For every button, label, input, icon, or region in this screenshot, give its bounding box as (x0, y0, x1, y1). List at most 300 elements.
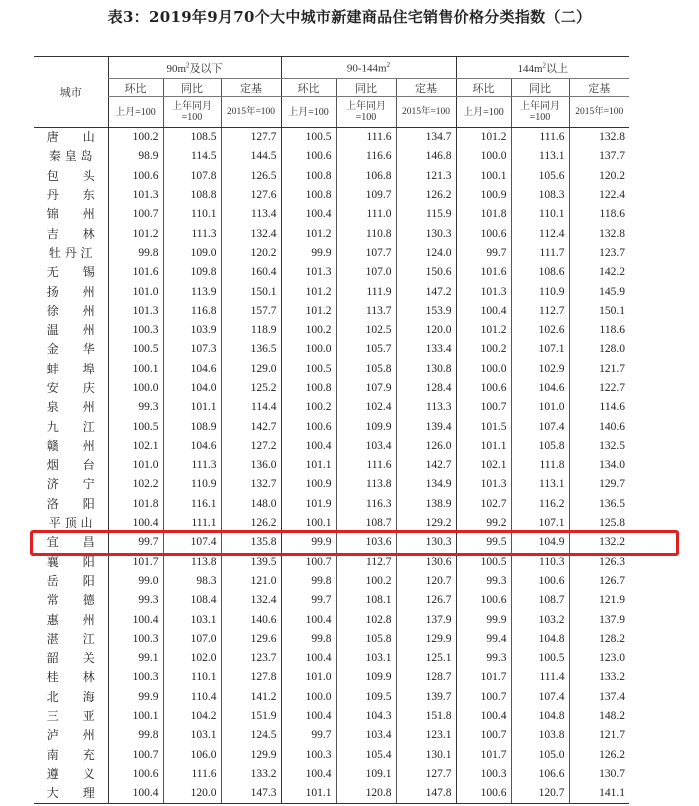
city-name: 扬 州 (46, 284, 95, 299)
index-value: 100.4 (108, 610, 163, 629)
index-value: 101.0 (281, 668, 336, 687)
index-value: 132.5 (569, 437, 629, 456)
index-value: 124.5 (221, 726, 281, 745)
index-value: 101.8 (108, 495, 163, 514)
index-value: 100.7 (456, 398, 511, 417)
index-value: 109.9 (336, 668, 396, 687)
city-name: 包 头 (46, 168, 95, 183)
table-body (34, 128, 629, 804)
index-value: 100.6 (281, 147, 336, 166)
index-value: 110.1 (163, 668, 221, 687)
index-value: 160.4 (221, 263, 281, 282)
table-row (34, 128, 629, 148)
city-name: 惠 州 (46, 612, 95, 627)
index-value: 100.6 (456, 224, 511, 243)
index-value: 142.2 (569, 263, 629, 282)
index-value: 132.4 (221, 224, 281, 243)
table-row (34, 765, 629, 784)
index-value: 104.0 (163, 379, 221, 398)
city-name: 泉 州 (46, 400, 95, 415)
index-value: 108.9 (163, 417, 221, 436)
index-value: 99.9 (456, 610, 511, 629)
index-value: 100.9 (281, 475, 336, 494)
index-value: 99.3 (456, 649, 511, 668)
index-value: 150.1 (221, 282, 281, 301)
index-value: 109.9 (336, 417, 396, 436)
index-value: 101.8 (456, 205, 511, 224)
sub-header-cell: 同比 (163, 79, 221, 97)
index-value: 109.8 (163, 263, 221, 282)
base-header-cell: 上年同月 =100 (163, 97, 221, 128)
index-value: 103.1 (163, 726, 221, 745)
index-value: 101.3 (108, 186, 163, 205)
index-value: 123.1 (396, 726, 456, 745)
table-row (34, 244, 629, 263)
index-value: 101.2 (108, 224, 163, 243)
index-value: 98.9 (108, 147, 163, 166)
index-value: 108.4 (163, 591, 221, 610)
table-row (34, 572, 629, 591)
table-row (34, 205, 629, 224)
index-value: 147.8 (396, 784, 456, 804)
base-header-cell: 上年同月 =100 (336, 97, 396, 128)
index-value: 99.4 (456, 630, 511, 649)
base-header-cell: 上年同月 =100 (511, 97, 569, 128)
index-value: 132.8 (569, 224, 629, 243)
index-value: 100.0 (281, 688, 336, 707)
index-value: 104.9 (511, 533, 569, 552)
index-value: 126.7 (569, 572, 629, 591)
index-value: 129.6 (221, 630, 281, 649)
index-value: 127.8 (221, 668, 281, 687)
index-value: 115.9 (396, 205, 456, 224)
index-value: 111.6 (511, 128, 569, 148)
index-value: 118.9 (221, 321, 281, 340)
index-value: 109.0 (163, 244, 221, 263)
index-value: 111.7 (511, 244, 569, 263)
index-value: 132.4 (221, 591, 281, 610)
city-name: 赣 州 (46, 438, 95, 453)
city-name: 北 海 (46, 689, 95, 704)
index-value: 110.9 (163, 475, 221, 494)
index-value: 100.6 (108, 765, 163, 784)
index-value: 113.8 (336, 475, 396, 494)
index-value: 101.2 (281, 224, 336, 243)
index-value: 116.6 (336, 147, 396, 166)
index-value: 112.4 (511, 224, 569, 243)
base-header-cell: 2015年=100 (221, 97, 281, 128)
index-value: 116.8 (163, 302, 221, 321)
index-value: 132.7 (221, 475, 281, 494)
table-row (34, 668, 629, 687)
index-value: 99.9 (281, 533, 336, 552)
index-value: 110.1 (163, 205, 221, 224)
city-name: 九 江 (46, 419, 95, 434)
table-row (34, 379, 629, 398)
index-value: 111.8 (511, 456, 569, 475)
index-value: 102.7 (456, 495, 511, 514)
index-value: 99.8 (281, 572, 336, 591)
index-value: 120.0 (163, 784, 221, 804)
index-value: 121.7 (569, 726, 629, 745)
table-row (34, 417, 629, 436)
table-row (34, 437, 629, 456)
index-value: 100.9 (456, 186, 511, 205)
table-title: 表3：2019年9月70个大中城市新建商品住宅销售价格分类指数（二） (107, 8, 592, 26)
index-value: 114.4 (221, 398, 281, 417)
index-value: 125.1 (396, 649, 456, 668)
index-value: 100.0 (456, 360, 511, 379)
table-row (34, 456, 629, 475)
index-value: 111.3 (163, 456, 221, 475)
base-header-cell: 上月=100 (281, 97, 336, 128)
index-value: 122.4 (569, 186, 629, 205)
city-name: 韶 关 (46, 651, 95, 666)
city-name: 襄 阳 (46, 554, 95, 569)
city-name: 徐 州 (46, 303, 95, 318)
city-name: 吉 林 (46, 226, 95, 241)
index-value: 129.2 (396, 514, 456, 533)
index-value: 105.8 (336, 360, 396, 379)
sub-header-cell: 环比 (108, 79, 163, 97)
index-value: 105.6 (511, 167, 569, 186)
index-value: 101.3 (456, 475, 511, 494)
index-value: 101.1 (163, 398, 221, 417)
index-value: 102.8 (336, 610, 396, 629)
index-value: 104.6 (163, 360, 221, 379)
index-value: 100.0 (108, 379, 163, 398)
index-value: 101.3 (281, 263, 336, 282)
index-value: 100.6 (456, 784, 511, 804)
index-value: 102.6 (511, 321, 569, 340)
index-value: 127.2 (221, 437, 281, 456)
index-value: 107.0 (163, 630, 221, 649)
index-value: 100.3 (456, 765, 511, 784)
index-value: 101.0 (108, 456, 163, 475)
index-value: 100.7 (456, 688, 511, 707)
index-value: 102.4 (336, 398, 396, 417)
city-name: 唐 山 (46, 130, 95, 145)
index-value: 108.7 (336, 514, 396, 533)
index-value: 103.4 (336, 437, 396, 456)
index-value: 108.5 (163, 128, 221, 148)
index-value: 100.0 (281, 340, 336, 359)
index-value: 100.2 (281, 398, 336, 417)
index-value: 102.5 (336, 321, 396, 340)
index-value: 101.6 (108, 263, 163, 282)
index-value: 127.6 (221, 186, 281, 205)
index-value: 111.6 (336, 456, 396, 475)
index-value: 105.8 (336, 630, 396, 649)
index-value: 102.1 (456, 456, 511, 475)
index-value: 120.7 (511, 784, 569, 804)
index-value: 128.2 (569, 630, 629, 649)
city-name: 南 充 (46, 747, 95, 762)
sub-header-cell: 环比 (281, 79, 336, 97)
index-value: 101.5 (456, 417, 511, 436)
index-value: 148.2 (569, 707, 629, 726)
index-value: 101.2 (456, 321, 511, 340)
index-value: 126.5 (221, 167, 281, 186)
index-value: 110.8 (336, 224, 396, 243)
index-value: 134.9 (396, 475, 456, 494)
index-value: 130.7 (569, 765, 629, 784)
index-value: 109.5 (336, 688, 396, 707)
index-value: 100.5 (108, 417, 163, 436)
city-name: 金 华 (46, 342, 95, 357)
city-name: 常 德 (46, 593, 95, 608)
table-row (34, 186, 629, 205)
base-header-cell: 上月=100 (108, 97, 163, 128)
index-value: 101.0 (108, 282, 163, 301)
index-value: 105.7 (336, 340, 396, 359)
index-value: 99.3 (456, 572, 511, 591)
city-name: 遵 义 (46, 766, 95, 781)
table-row (34, 147, 629, 166)
index-value: 113.7 (336, 302, 396, 321)
index-value: 113.3 (396, 398, 456, 417)
index-value: 103.1 (336, 649, 396, 668)
index-value: 113.1 (511, 475, 569, 494)
city-name: 秦 皇 岛 (48, 149, 93, 164)
index-value: 125.8 (569, 514, 629, 533)
index-value: 98.3 (163, 572, 221, 591)
index-value: 105.8 (511, 437, 569, 456)
table-row (34, 553, 629, 572)
index-value: 113.4 (221, 205, 281, 224)
index-value: 104.6 (511, 379, 569, 398)
index-value: 141.1 (569, 784, 629, 804)
index-value: 111.0 (336, 205, 396, 224)
index-value: 129.0 (221, 360, 281, 379)
index-value: 107.1 (511, 340, 569, 359)
index-value: 99.5 (456, 533, 511, 552)
index-value: 109.7 (336, 186, 396, 205)
index-value: 137.9 (569, 610, 629, 629)
index-value: 136.5 (569, 495, 629, 514)
index-value: 101.9 (281, 495, 336, 514)
index-value: 145.9 (569, 282, 629, 301)
index-value: 101.7 (456, 668, 511, 687)
table-row (34, 610, 629, 629)
index-value: 107.0 (336, 263, 396, 282)
index-value: 108.8 (163, 186, 221, 205)
city-name: 宜 昌 (46, 535, 95, 550)
index-value: 103.2 (511, 610, 569, 629)
index-value: 111.1 (163, 514, 221, 533)
table-row (34, 726, 629, 745)
index-value: 100.5 (108, 340, 163, 359)
index-value: 142.7 (221, 417, 281, 436)
index-value: 127.7 (221, 128, 281, 148)
city-name: 桂 林 (46, 670, 95, 685)
index-value: 101.3 (456, 282, 511, 301)
index-value: 128.4 (396, 379, 456, 398)
index-value: 101.2 (281, 302, 336, 321)
index-value: 111.3 (163, 224, 221, 243)
city-name: 泸 州 (46, 728, 95, 743)
index-value: 137.9 (396, 610, 456, 629)
index-value: 121.7 (569, 360, 629, 379)
index-value: 100.5 (281, 360, 336, 379)
index-value: 107.1 (511, 514, 569, 533)
city-name: 温 州 (46, 323, 95, 338)
index-value: 99.9 (108, 688, 163, 707)
index-value: 101.6 (456, 263, 511, 282)
index-value: 100.6 (108, 167, 163, 186)
city-name: 三 亚 (46, 709, 95, 724)
index-value: 105.0 (511, 746, 569, 765)
index-value: 100.3 (281, 746, 336, 765)
index-value: 133.2 (569, 668, 629, 687)
index-value: 99.3 (108, 591, 163, 610)
index-value: 99.9 (281, 244, 336, 263)
index-value: 100.2 (456, 340, 511, 359)
index-value: 108.6 (511, 263, 569, 282)
price-index-table (34, 56, 629, 804)
index-value: 101.1 (456, 437, 511, 456)
table-row (34, 360, 629, 379)
table-row (34, 167, 629, 186)
index-value: 121.9 (569, 591, 629, 610)
base-header-cell: 2015年=100 (396, 97, 456, 128)
index-value: 102.9 (511, 360, 569, 379)
index-value: 107.4 (163, 533, 221, 552)
index-value: 107.8 (163, 167, 221, 186)
index-value: 123.7 (569, 244, 629, 263)
index-value: 146.8 (396, 147, 456, 166)
index-value: 101.3 (108, 302, 163, 321)
index-value: 99.1 (108, 649, 163, 668)
city-header: 城市 (34, 57, 108, 128)
index-value: 104.2 (163, 707, 221, 726)
index-value: 113.9 (163, 282, 221, 301)
index-value: 129.7 (569, 475, 629, 494)
index-value: 107.3 (163, 340, 221, 359)
index-value: 100.2 (336, 572, 396, 591)
index-value: 100.4 (281, 610, 336, 629)
index-value: 100.1 (456, 167, 511, 186)
index-value: 125.2 (221, 379, 281, 398)
city-name: 蚌 埠 (46, 361, 95, 376)
index-value: 100.6 (281, 417, 336, 436)
index-value: 121.0 (221, 572, 281, 591)
index-value: 102.2 (108, 475, 163, 494)
index-value: 118.6 (569, 205, 629, 224)
index-value: 122.7 (569, 379, 629, 398)
index-value: 128.7 (396, 668, 456, 687)
index-value: 129.9 (221, 746, 281, 765)
index-value: 114.5 (163, 147, 221, 166)
index-value: 126.7 (396, 591, 456, 610)
city-name: 湛 江 (46, 631, 95, 646)
index-value: 106.0 (163, 746, 221, 765)
index-value: 100.4 (281, 707, 336, 726)
table-row (34, 321, 629, 340)
index-value: 100.0 (456, 147, 511, 166)
group-header-small: $90m^2$及以下 (108, 57, 281, 79)
index-value: 124.0 (396, 244, 456, 263)
index-value: 130.3 (396, 224, 456, 243)
index-value: 103.6 (336, 533, 396, 552)
index-value: 150.1 (569, 302, 629, 321)
table-header (34, 57, 629, 128)
index-value: 101.7 (108, 553, 163, 572)
index-value: 123.7 (221, 649, 281, 668)
base-header-cell: 上月=100 (456, 97, 511, 128)
index-value: 120.2 (221, 244, 281, 263)
index-value: 126.2 (221, 514, 281, 533)
index-value: 147.3 (221, 784, 281, 804)
index-value: 157.7 (221, 302, 281, 321)
index-value: 136.0 (221, 456, 281, 475)
index-value: 100.4 (281, 765, 336, 784)
index-value: 100.6 (456, 379, 511, 398)
index-value: 100.2 (108, 128, 163, 148)
sub-header-cell: 同比 (336, 79, 396, 97)
index-value: 99.8 (108, 244, 163, 263)
index-value: 137.4 (569, 688, 629, 707)
index-value: 113.8 (163, 553, 221, 572)
index-value: 104.6 (163, 437, 221, 456)
index-value: 116.3 (336, 495, 396, 514)
sub-header-cell: 定基 (396, 79, 456, 97)
index-value: 107.7 (336, 244, 396, 263)
index-value: 127.7 (396, 765, 456, 784)
index-value: 130.6 (396, 553, 456, 572)
table-row (34, 784, 629, 804)
index-value: 120.7 (396, 572, 456, 591)
index-value: 139.4 (396, 417, 456, 436)
index-value: 120.0 (396, 321, 456, 340)
index-value: 100.7 (108, 746, 163, 765)
index-value: 106.6 (511, 765, 569, 784)
index-value: 110.1 (511, 205, 569, 224)
index-value: 111.6 (336, 128, 396, 148)
table-row (34, 475, 629, 494)
index-value: 138.9 (396, 495, 456, 514)
index-value: 111.4 (511, 668, 569, 687)
index-value: 128.0 (569, 340, 629, 359)
index-value: 100.4 (281, 649, 336, 668)
index-value: 99.2 (456, 514, 511, 533)
index-value: 116.1 (163, 495, 221, 514)
index-value: 100.7 (456, 726, 511, 745)
index-value: 100.8 (281, 167, 336, 186)
table-row (34, 707, 629, 726)
index-value: 99.7 (281, 726, 336, 745)
city-name: 安 庆 (46, 381, 95, 395)
index-value: 110.9 (511, 282, 569, 301)
index-value: 100.4 (108, 514, 163, 533)
table-row (34, 533, 629, 552)
index-value: 101.1 (281, 784, 336, 804)
index-value: 120.2 (569, 167, 629, 186)
index-value: 100.1 (108, 360, 163, 379)
index-value: 150.6 (396, 263, 456, 282)
index-value: 132.2 (569, 533, 629, 552)
table-row (34, 630, 629, 649)
index-value: 101.7 (456, 746, 511, 765)
index-value: 103.1 (163, 610, 221, 629)
index-value: 104.8 (511, 630, 569, 649)
index-value: 112.7 (336, 553, 396, 572)
sub-header-cell: 同比 (511, 79, 569, 97)
index-value: 120.8 (336, 784, 396, 804)
index-value: 100.7 (281, 553, 336, 572)
index-value: 108.1 (336, 591, 396, 610)
index-value: 100.4 (456, 707, 511, 726)
